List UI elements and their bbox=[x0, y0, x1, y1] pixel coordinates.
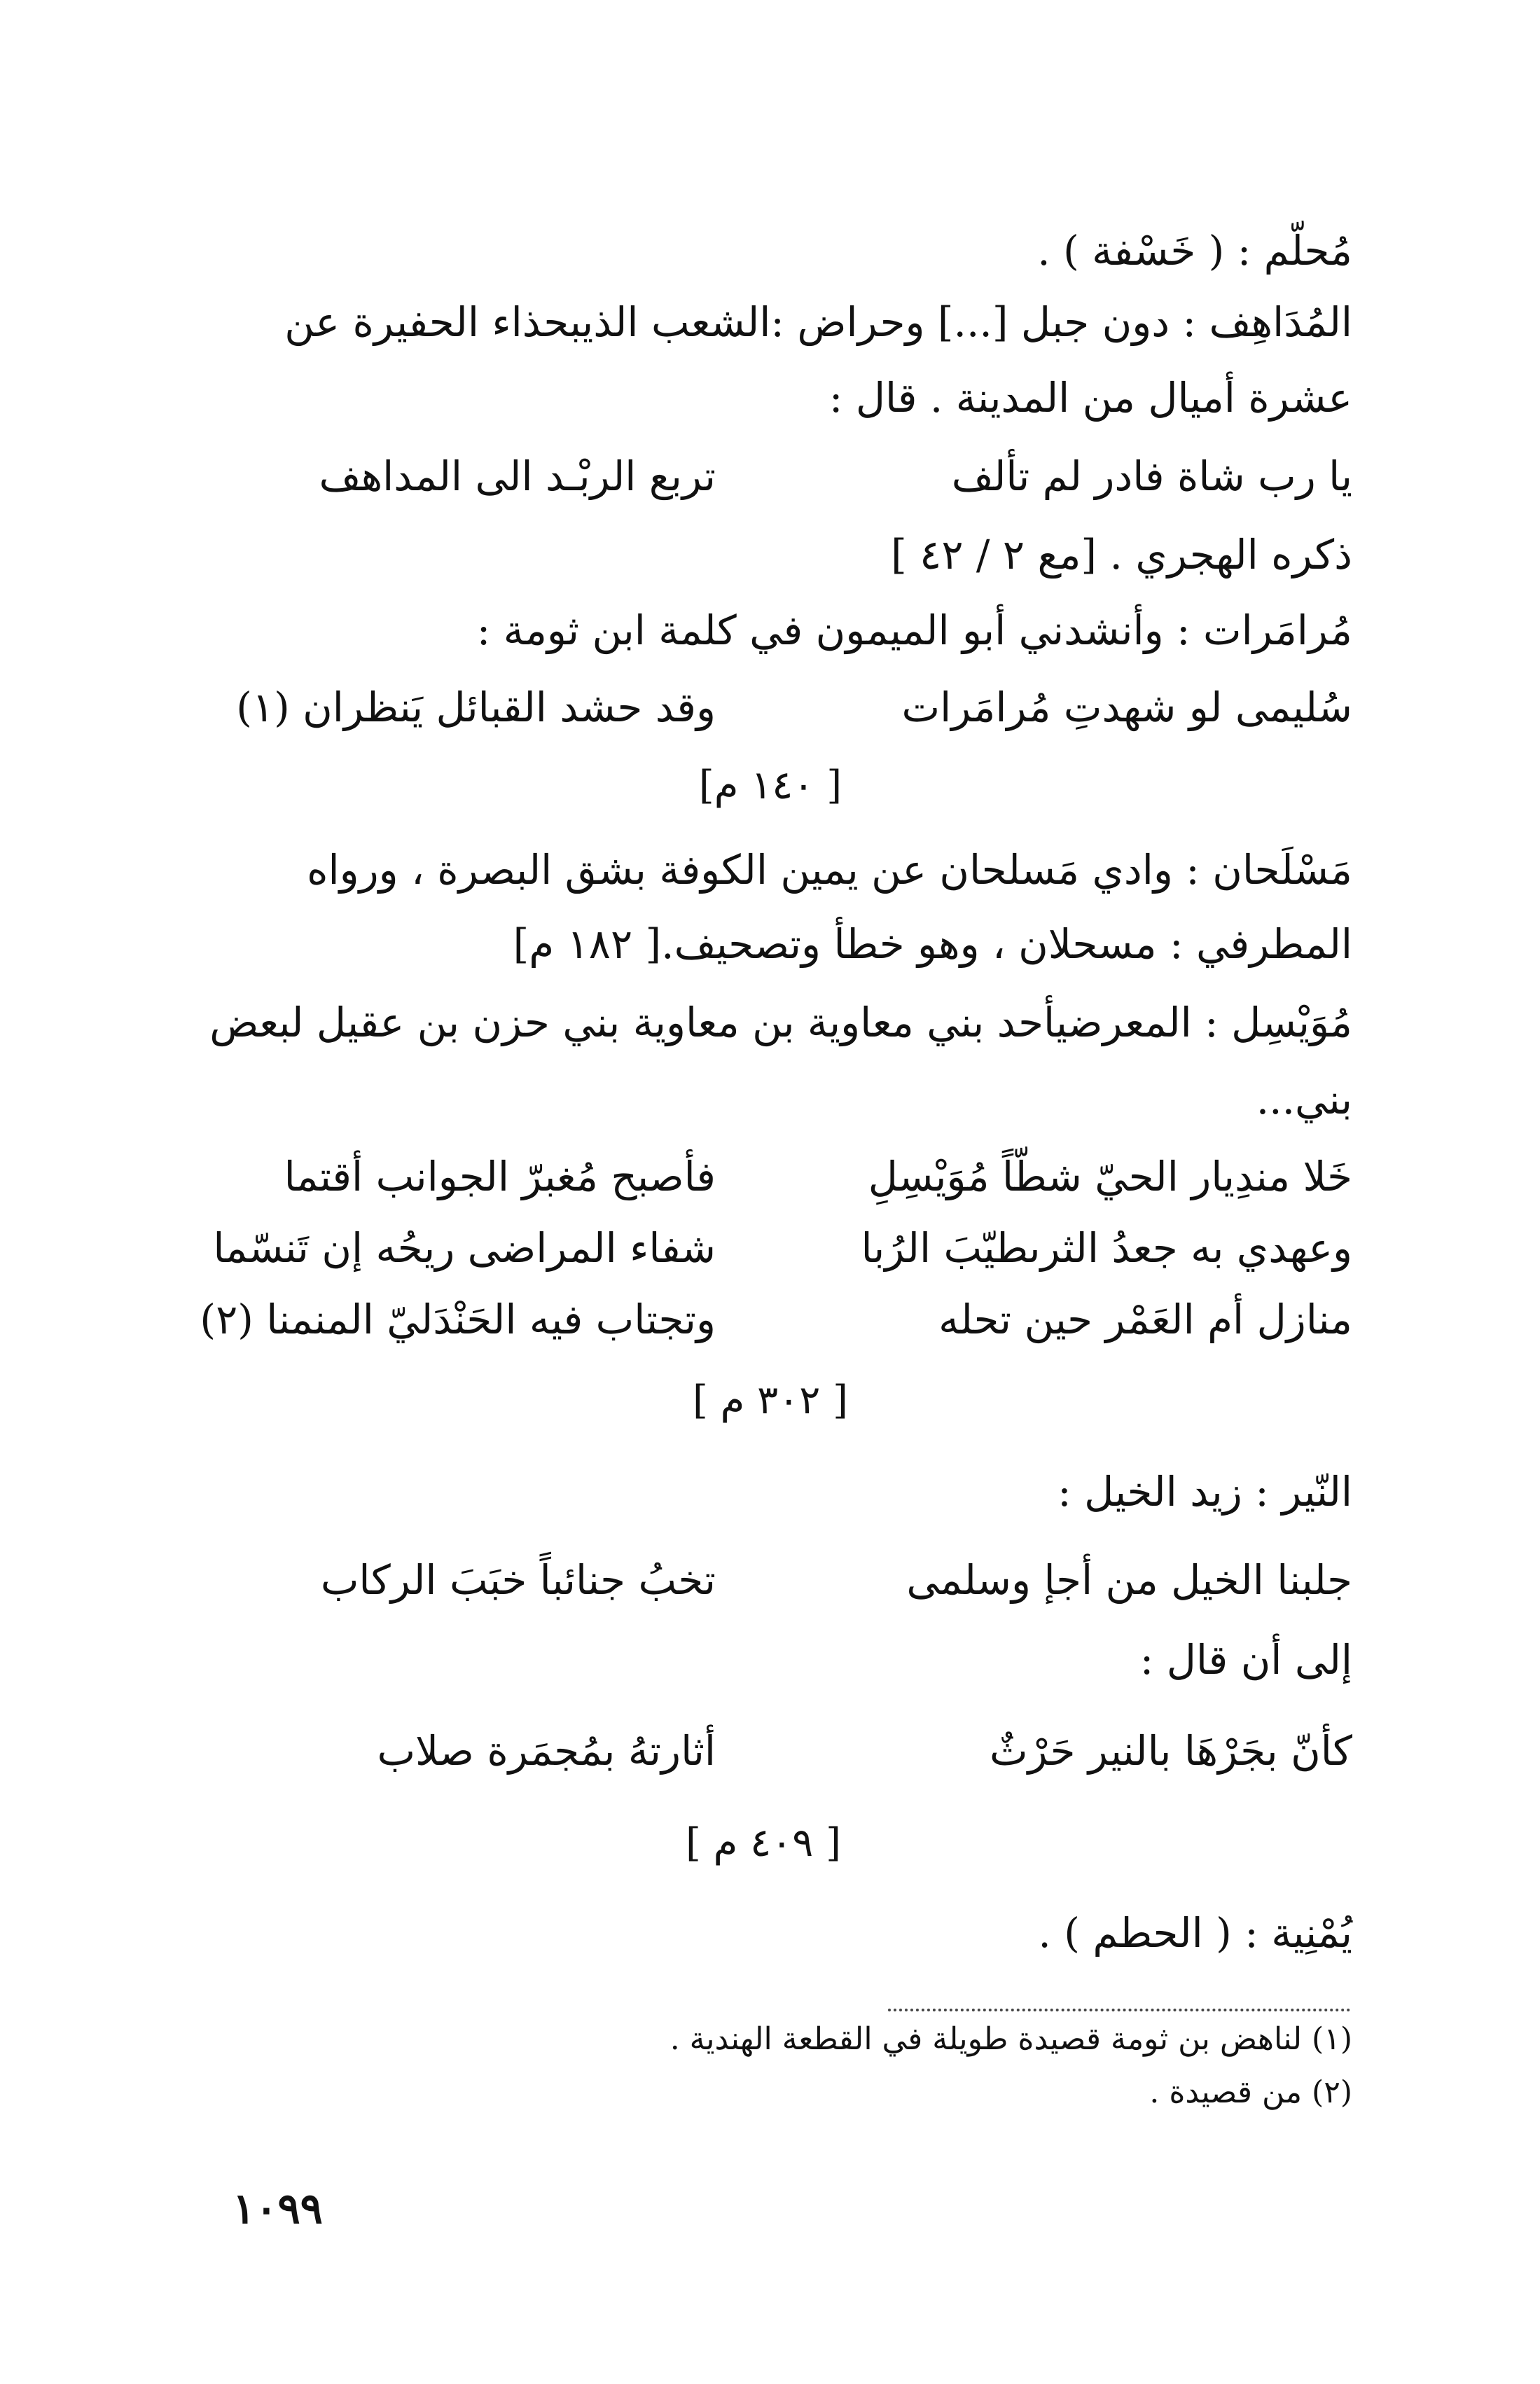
reference-bracket: [ ٣٠٢ م ] bbox=[692, 1378, 849, 1423]
entry-muwaysil-line2: بني... bbox=[1256, 1076, 1352, 1123]
verse-hemistich-right: جلبنا الخيل من أجإ وسلمى bbox=[906, 1556, 1352, 1604]
verse-hemistich-left: تربع الربْـد الى المداهف bbox=[319, 452, 716, 500]
page-number: ١٠٩٩ bbox=[233, 2184, 323, 2233]
source-note: ذكره الهجري . [مع ٢ / ٤٢ ] bbox=[891, 531, 1352, 578]
verse-hemistich-left: تخبُ جنائباً خبَبَ الركاب bbox=[320, 1556, 716, 1604]
footnote-divider bbox=[888, 2009, 1350, 2011]
verse-hemistich-right: كأنّ بجَرْهَا بالنير حَرْثٌ bbox=[990, 1727, 1352, 1775]
verse-hemistich-left: أثارتهُ بمُجمَرة صلاب bbox=[377, 1727, 716, 1775]
entry-mudahif-line2: عشرة أميال من المدينة . قال : bbox=[828, 374, 1352, 422]
entry-muwaysil-line1: مُوَيْسِل : المعرضيأحد بني معاوية بن معاوية بني حزن بن عقيل لبعض bbox=[209, 999, 1352, 1046]
entry-muhallam: مُحلّم : ( خَسْفة ) . bbox=[1037, 227, 1352, 275]
entry-muramarat: مُرامَرات : وأنشدني أبو الميمون في كلمة ابن ثومة : bbox=[476, 607, 1352, 654]
entry-yumniya: يُمْنِية : ( الحطم ) . bbox=[1038, 1909, 1352, 1957]
verse-hemistich-right: منازل أم العَمْر حين تحله bbox=[938, 1296, 1352, 1343]
entry-nayyir: النّير : زيد الخيل : bbox=[1057, 1468, 1352, 1516]
verse-hemistich-right: وعهدي به جعدُ الثرىطيّبَ الرُبا bbox=[861, 1224, 1352, 1272]
verse-hemistich-right: سُليمى لو شهدتِ مُرامَرات bbox=[901, 684, 1352, 731]
verse-hemistich-left: وتجتاب فيه الحَنْدَليّ المنمنا (٢) bbox=[200, 1296, 716, 1343]
verse-hemistich-left: وقد حشد القبائل يَنظران (١) bbox=[236, 684, 716, 731]
verse-hemistich-right: يا رب شاة فادر لم تألف bbox=[951, 452, 1352, 500]
reference-bracket: [١٤٠ م ] bbox=[698, 763, 842, 808]
entry-maslahan-line1: مَسْلَحان : وادي مَسلحان عن يمين الكوفة بشق البصرة ، ورواه bbox=[307, 846, 1352, 894]
reference-bracket: [ ٤٠٩ م ] bbox=[685, 1820, 842, 1866]
entry-mudahif-line1: المُدَاهِف : دون جبل [...] وحراض :الشعب الذيبحذاء الحفيرة عن bbox=[284, 298, 1352, 346]
footnote-2: (٢) من قصيدة . bbox=[1149, 2074, 1352, 2110]
transition-line: إلى أن قال : bbox=[1139, 1636, 1352, 1684]
footnote-1: (١) لناهض بن ثومة قصيدة طويلة في القطعة الهندية . bbox=[670, 2021, 1352, 2057]
verse-hemistich-right: خَلا مندِيار الحيّ شطّاً مُوَيْسِلِ bbox=[868, 1153, 1352, 1200]
verse-hemistich-left: فأصبح مُغبرّ الجوانب أقتما bbox=[284, 1153, 716, 1200]
entry-maslahan-line2: المطرفي : مسحلان ، وهو خطأ وتصحيف.[ ١٨٢ م] bbox=[513, 920, 1352, 968]
verse-hemistich-left: شفاء المراضى ريحُه إن تَنسّما bbox=[213, 1224, 716, 1272]
